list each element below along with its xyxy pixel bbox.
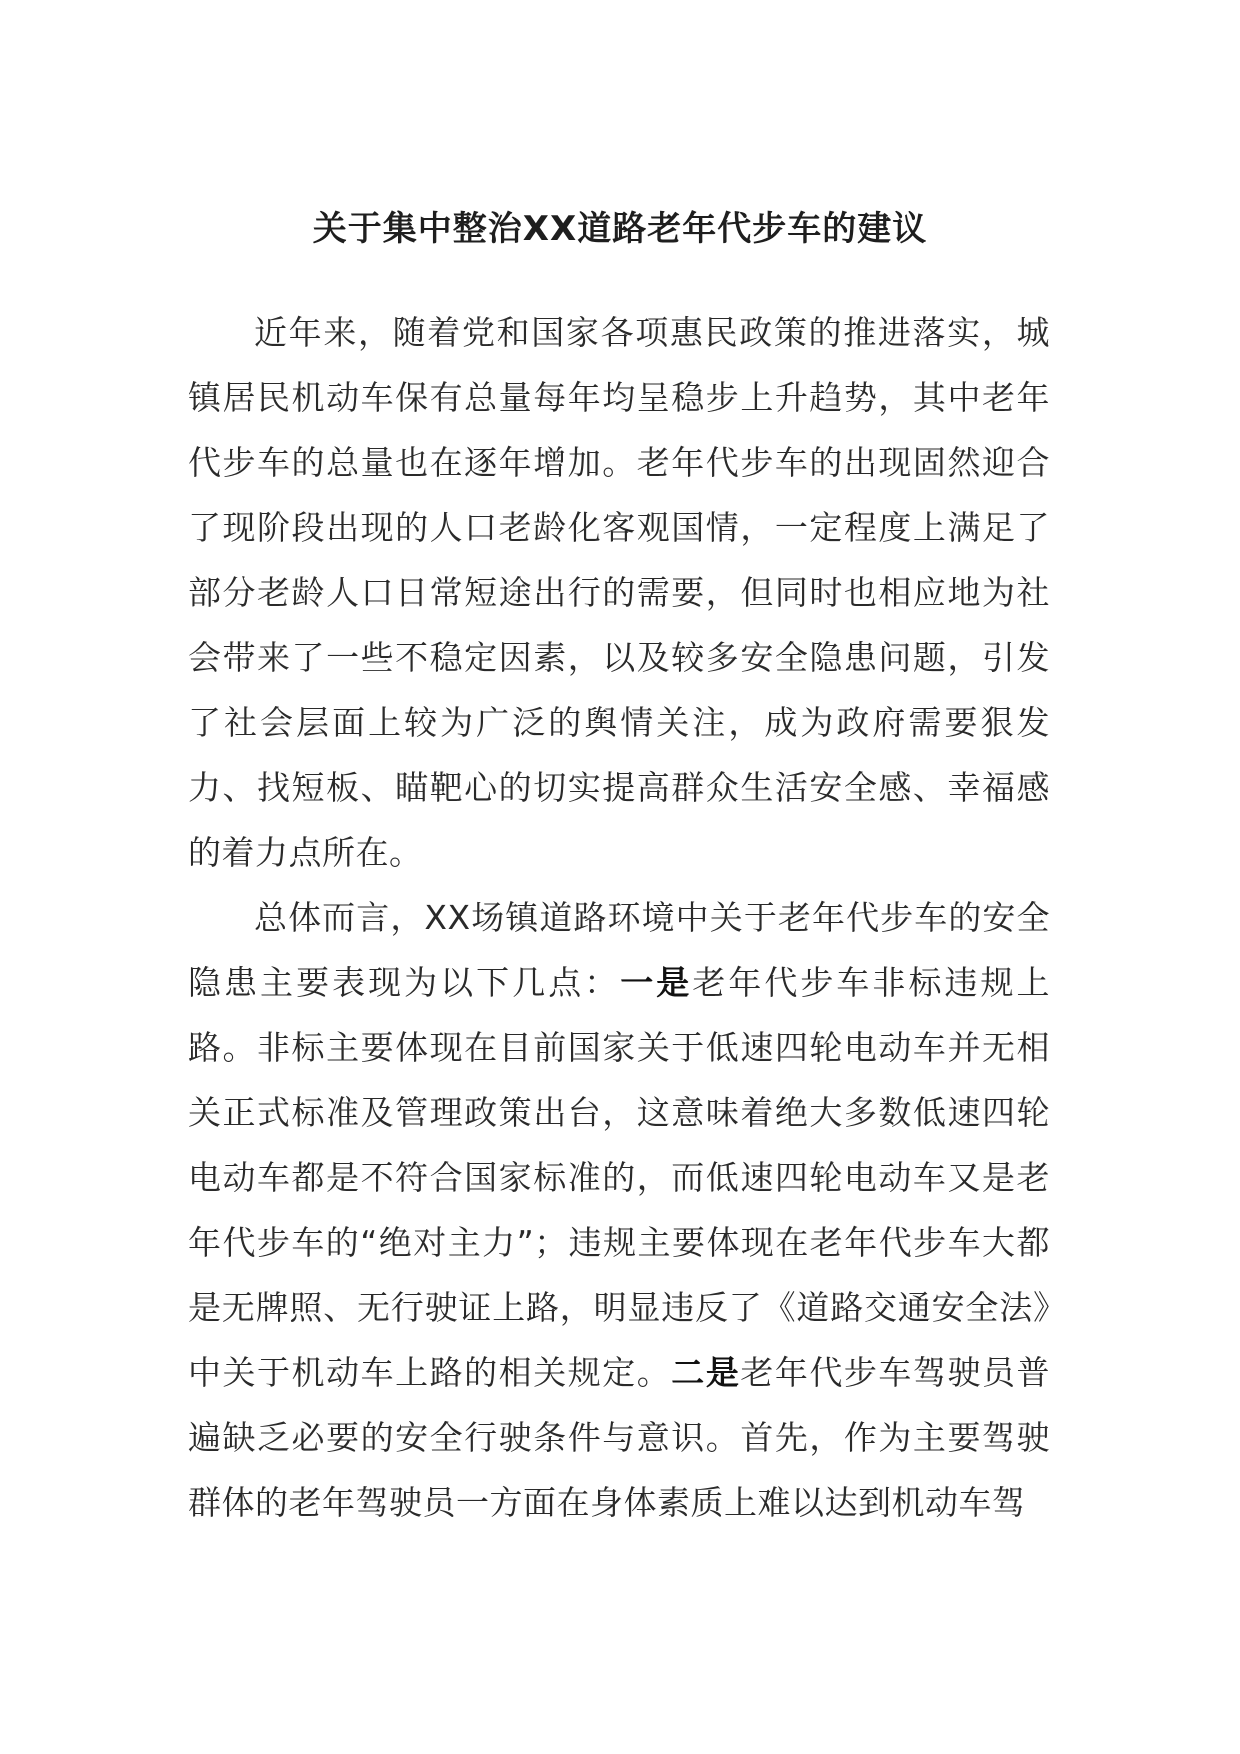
document-title: 关于集中整治XX道路老年代步车的建议 xyxy=(312,209,928,249)
point-2-text: 老年代步车驾驶员普遍缺乏必要的安全行驶条件与意识。首先，作为主要驾驶群体的老年驾驶员一方面在身体素质上难以达到机动车驾 xyxy=(188,1353,1051,1522)
document-body xyxy=(188,300,1050,1535)
paragraph-intro: 近年来，随着党和国家各项惠民政策的推进落实，城镇居民机动车保有总量每年均呈稳步上升趋势，其中老年代步车的总量也在逐年增加。老年代步车的出现固然迎合了现阶段出现的人口老龄化客观国情，一定程度上满足了部分老龄人口日常短途出行的需要，但同时也相应地为社会带来了一些不稳定因素，以及较多安全隐患问题，引发了社会层面上较为广泛的舆情关注，成为政府需要狠发力、找短板、瞄靶心的切实提高群众生活安全感、幸福感的着力点所在。 xyxy=(188,313,1050,872)
point-1-text: 老年代步车非标违规上路。非标主要体现在目前国家关于低速四轮电动车并无相关正式标准及管理政策出台，这意味着绝大多数低速四轮电动车都是不符合国家标准的，而低速四轮电动车又是老年代步车的“绝对主力”；违规主要体现在老年代步车大都是无牌照、无行驶证上路，明显违反了《道路交通安全法》中关于机动车上路的相关规定。 xyxy=(188,963,1051,1392)
point-2-label: 二是 xyxy=(671,1353,741,1392)
point-1-label: 一是 xyxy=(620,963,693,1002)
paragraph-hazards xyxy=(188,885,1050,1535)
hazards-lead: 总体而言，XX场镇道路环境中关于老年代步车的安全隐患主要表现为以下几点： xyxy=(188,898,1050,1002)
